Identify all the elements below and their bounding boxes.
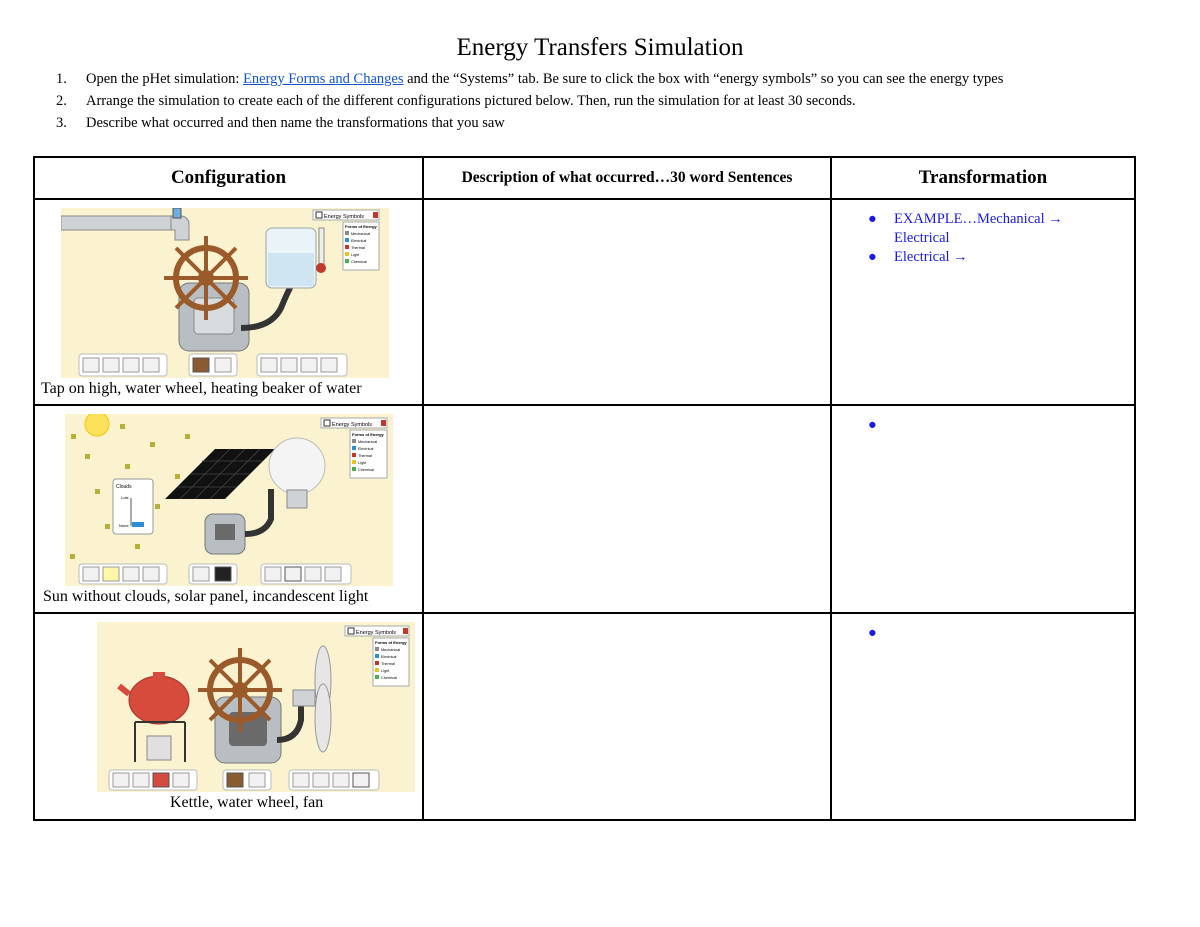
transformation-cell[interactable]: [831, 199, 1135, 405]
energy-legend-swatch: [345, 252, 349, 256]
kettle-source-button[interactable]: [123, 567, 139, 581]
energy-symbols-checkbox[interactable]: [316, 212, 322, 218]
fluorescent-button[interactable]: [301, 358, 317, 372]
header-description: Description of what occurred…30 word Sentences: [423, 157, 831, 199]
energy-symbols-checkbox[interactable]: [324, 420, 330, 426]
energy-symbols-label: Energy Symbols: [356, 630, 397, 636]
configuration-caption: Tap on high, water wheel, heating beaker of water: [41, 380, 362, 397]
beaker-water: [268, 253, 314, 286]
beaker-button[interactable]: [261, 358, 277, 372]
forms-of-energy-title: Forms of Energy: [345, 224, 377, 229]
instruction-number: 1.: [56, 71, 67, 87]
energy-legend-label: Chemical: [351, 260, 367, 264]
clouds-label: Clouds: [116, 484, 132, 490]
energy-legend-label: Mechanical: [351, 232, 371, 236]
energy-legend-swatch: [352, 439, 356, 443]
incandescent-button[interactable]: [281, 358, 297, 372]
energy-legend-label: Chemical: [381, 676, 397, 680]
energy-legend-label: Thermal: [381, 662, 395, 666]
instruction-text: Open the pHet simulation:: [86, 71, 244, 87]
tap-pipe: [61, 216, 171, 230]
bullet-icon: ●: [868, 249, 877, 265]
page-title: Energy Transfers Simulation: [456, 34, 744, 61]
energy-legend-swatch: [345, 259, 349, 263]
energy-legend-label: Light: [351, 253, 360, 257]
table-row: [34, 199, 1135, 405]
bike-source-button[interactable]: [173, 773, 189, 787]
energy-legend-swatch: [345, 245, 349, 249]
transformation-cell[interactable]: [831, 405, 1135, 613]
tap-source-button[interactable]: [113, 773, 129, 787]
bike-source-button[interactable]: [143, 567, 159, 581]
table-header-row: [34, 157, 1135, 199]
instructions-list: [56, 68, 1186, 134]
thermometer-bulb: [316, 263, 326, 273]
energy-symbols-checkbox[interactable]: [348, 628, 354, 634]
description-cell[interactable]: [423, 405, 831, 613]
header-configuration: Configuration: [34, 157, 423, 199]
fan: [293, 646, 331, 752]
fan-button[interactable]: [321, 358, 337, 372]
kettle-source-button[interactable]: [123, 358, 139, 372]
energy-legend-swatch: [352, 446, 356, 450]
simulation-toolbar: [109, 770, 379, 790]
energy-legend-label: Electrical: [351, 239, 367, 243]
clouds-lots-label: Lots: [121, 495, 129, 500]
beaker-button[interactable]: [293, 773, 309, 787]
beaker-button[interactable]: [265, 567, 281, 581]
tap-handle: [173, 208, 181, 218]
water-wheel: [198, 648, 282, 732]
list-item: ● Electrical →: [868, 249, 968, 265]
incandescent-button[interactable]: [313, 773, 329, 787]
instruction-text: Describe what occurred and then name the transformations that you saw: [86, 115, 505, 131]
energy-legend-label: Thermal: [351, 246, 365, 250]
transformation-cell[interactable]: [831, 613, 1135, 820]
energy-legend-swatch: [352, 453, 356, 457]
energy-legend-label: Electrical: [358, 447, 374, 451]
clouds-slider-thumb[interactable]: [132, 522, 144, 527]
clouds-none-label: None: [119, 523, 129, 528]
table-row: [34, 613, 1135, 820]
worksheet-table: [33, 156, 1136, 821]
kettle-source-button[interactable]: [153, 773, 169, 787]
thermometer: [319, 228, 324, 268]
energy-legend-swatch: [375, 647, 379, 651]
energy-legend-swatch: [375, 668, 379, 672]
simulation-toolbar: [79, 564, 351, 584]
water-wheel: [164, 236, 248, 320]
energy-legend-label: Electrical: [381, 655, 397, 659]
tap-source-button[interactable]: [83, 358, 99, 372]
generator-button[interactable]: [193, 358, 209, 372]
solar-panel-button[interactable]: [249, 773, 265, 787]
table-row: [34, 405, 1135, 613]
instruction-text: Arrange the simulation to create each of the different configurations pictured below. Then, run the simulation for at least 30 seconds.: [86, 93, 856, 109]
energy-symbols-panel: [321, 418, 387, 478]
energy-legend-swatch: [345, 238, 349, 242]
sun-icon: [85, 414, 109, 436]
bullet-icon: ●: [868, 625, 877, 641]
solar-panel-button[interactable]: [215, 358, 231, 372]
sun-source-button[interactable]: [103, 358, 119, 372]
energy-legend-swatch: [352, 467, 356, 471]
description-cell[interactable]: [423, 199, 831, 405]
tap-spout: [171, 216, 189, 240]
instruction-text: and the “Systems” tab. Be sure to click the box with “energy symbols” so you can see the energy types: [403, 71, 1004, 87]
fan-button[interactable]: [353, 773, 369, 787]
simulation-screenshot: [97, 622, 415, 792]
energy-forms-link[interactable]: Energy Forms and Changes: [243, 71, 404, 87]
energy-legend-label: Mechanical: [358, 440, 378, 444]
configuration-caption: Kettle, water wheel, fan: [170, 794, 324, 811]
energy-legend-swatch: [375, 675, 379, 679]
bullet-icon: ●: [868, 417, 877, 433]
energy-legend-swatch: [352, 460, 356, 464]
kettle: [119, 672, 189, 724]
transformation-list: [868, 210, 1088, 267]
energy-legend-label: Mechanical: [381, 648, 401, 652]
instruction-number: 3.: [56, 115, 67, 131]
tap-source-button[interactable]: [83, 567, 99, 581]
simulation-screenshot: [61, 208, 389, 378]
fluorescent-button[interactable]: [305, 567, 321, 581]
energy-legend-label: Thermal: [358, 454, 372, 458]
generator-window: [194, 298, 234, 334]
list-item: ● EXAMPLE…Mechanical → Electrical: [868, 211, 1063, 246]
instruction-2: [56, 90, 1186, 112]
generator-button[interactable]: [193, 567, 209, 581]
configuration-cell: [34, 405, 423, 613]
connector-window: [215, 524, 235, 540]
configuration-cell: [34, 613, 423, 820]
instruction-3: [56, 112, 1186, 134]
bike-source-button[interactable]: [143, 358, 159, 372]
incandescent-bulb: [269, 438, 325, 508]
forms-of-energy-title: Forms of Energy: [375, 640, 407, 645]
forms-of-energy-title: Forms of Energy: [352, 432, 384, 437]
simulation-screenshot: [65, 414, 393, 586]
header-transformation: Transformation: [831, 157, 1135, 199]
energy-legend-label: Chemical: [358, 468, 374, 472]
simulation-toolbar: [79, 354, 347, 376]
energy-legend-swatch: [345, 231, 349, 235]
burner: [147, 736, 171, 760]
bullet-icon: ●: [868, 211, 877, 227]
generator-button[interactable]: [227, 773, 243, 787]
clouds-control[interactable]: [113, 479, 153, 534]
energy-legend-swatch: [375, 661, 379, 665]
configuration-caption: Sun without clouds, solar panel, incandescent light: [43, 588, 369, 605]
energy-symbols-panel: [345, 626, 409, 686]
fan-button[interactable]: [325, 567, 341, 581]
instruction-number: 2.: [56, 93, 67, 109]
energy-legend-label: Light: [358, 461, 367, 465]
description-cell[interactable]: [423, 613, 831, 820]
sun-source-button[interactable]: [103, 567, 119, 581]
solar-panel-button[interactable]: [215, 567, 231, 581]
configuration-cell: [34, 199, 423, 405]
sun-source-button[interactable]: [133, 773, 149, 787]
energy-symbols-label: Energy Symbols: [324, 214, 365, 220]
energy-legend-label: Light: [381, 669, 390, 673]
instruction-1: [56, 68, 1186, 90]
incandescent-button[interactable]: [285, 567, 301, 581]
fluorescent-button[interactable]: [333, 773, 349, 787]
wire: [245, 489, 271, 534]
energy-legend-swatch: [375, 654, 379, 658]
energy-symbols-label: Energy Symbols: [332, 422, 373, 428]
